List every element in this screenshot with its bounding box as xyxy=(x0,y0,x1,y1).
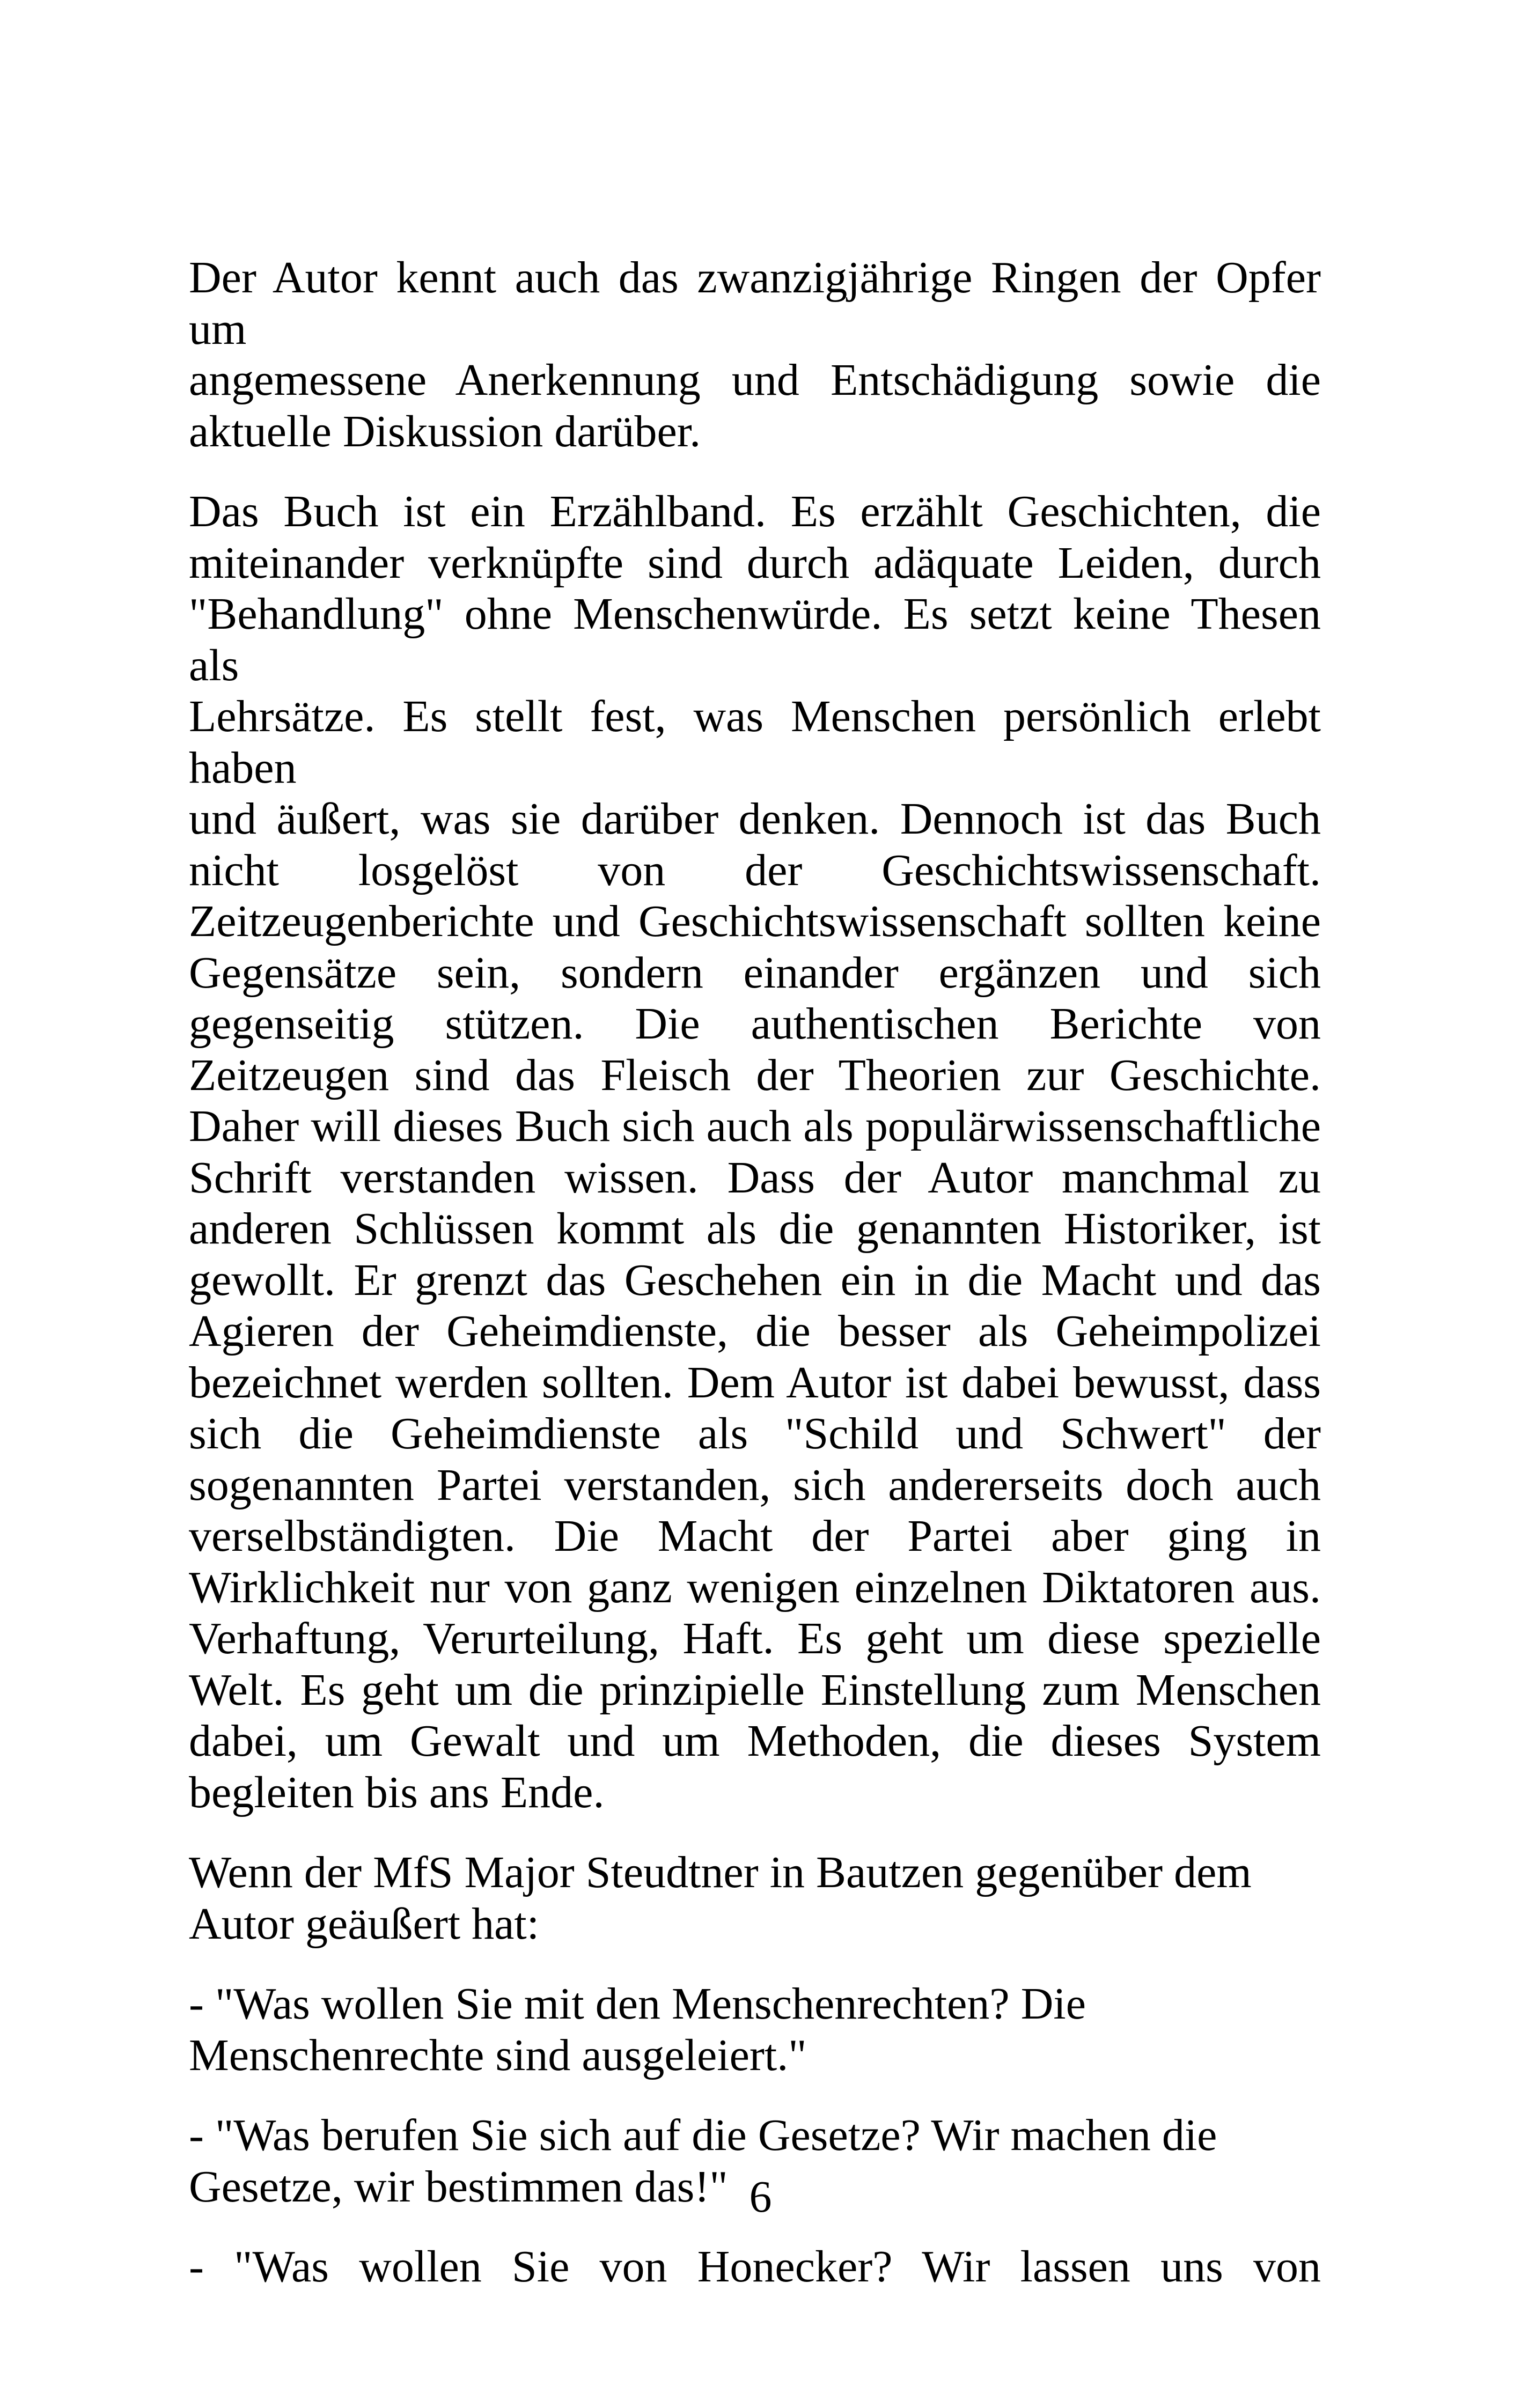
text-line: Zeitzeugenberichte und Geschichtswissenschaft sollten keine xyxy=(189,896,1321,946)
text-line: und äußert, was sie darüber denken. Dennoch ist das Buch xyxy=(189,794,1321,844)
text-line: Welt. Es geht um die prinzipielle Einstellung zum Menschen xyxy=(189,1665,1321,1715)
text-line: begleiten bis ans Ende. xyxy=(189,1767,605,1817)
text-line: Wenn der MfS Major Steudtner in Bautzen gegenüber dem xyxy=(189,1847,1252,1897)
paragraph-3 xyxy=(189,1847,1321,1949)
text-line: Verhaftung, Verurteilung, Haft. Es geht um diese spezielle xyxy=(189,1614,1321,1663)
text-line: - "Was berufen Sie sich auf die Gesetze? Wir machen die xyxy=(189,2110,1217,2160)
text-line: Gesetze, wir bestimmen das!" xyxy=(189,2161,728,2212)
page-number: 6 xyxy=(749,2172,772,2222)
page-body xyxy=(189,252,1321,2322)
text-line: - "Was wollen Sie von Honecker? Wir lassen uns von xyxy=(189,2242,1321,2292)
text-line: Das Buch ist ein Erzählband. Es erzählt Geschichten, die xyxy=(189,487,1321,536)
text-line: anderen Schlüssen kommt als die genannten Historiker, ist xyxy=(189,1204,1321,1254)
quote-paragraph-1 xyxy=(189,1978,1321,2081)
text-line: Der Autor kennt auch das zwanzigjährige Ringen der Opfer um xyxy=(189,253,1321,354)
text-line: aktuelle Diskussion darüber. xyxy=(189,406,701,456)
text-line: nicht losgelöst von der Geschichtswissenschaft. xyxy=(189,845,1321,895)
text-line: Daher will dieses Buch sich auch als populärwissenschaftliche xyxy=(189,1101,1321,1151)
text-line: Wirklichkeit nur von ganz wenigen einzelnen Diktatoren aus. xyxy=(189,1562,1321,1612)
quote-paragraph-3 xyxy=(189,2241,1321,2293)
text-line: verselbständigten. Die Macht der Partei aber ging in xyxy=(189,1511,1321,1561)
text-line: Autor geäußert hat: xyxy=(189,1898,540,1949)
text-line: "Behandlung" ohne Menschenwürde. Es setzt keine Thesen als xyxy=(189,589,1321,690)
text-line: bezeichnet werden sollten. Dem Autor ist dabei bewusst, dass xyxy=(189,1357,1321,1408)
paragraph-1 xyxy=(189,252,1321,457)
paragraph-2 xyxy=(189,486,1321,1818)
text-line: Gegensätze sein, sondern einander ergänzen und sich xyxy=(189,947,1321,998)
text-line: gewollt. Er grenzt das Geschehen ein in die Macht und das xyxy=(189,1255,1321,1305)
text-line: gegenseitig stützen. Die authentischen Berichte von xyxy=(189,999,1321,1049)
text-line: sich die Geheimdienste als "Schild und Schwert" der xyxy=(189,1409,1321,1459)
text-line: Agieren der Geheimdienste, die besser als Geheimpolizei xyxy=(189,1306,1321,1356)
text-line: angemessene Anerkennung und Entschädigung sowie die xyxy=(189,355,1321,405)
text-line: Schrift verstanden wissen. Dass der Autor manchmal zu xyxy=(189,1152,1321,1203)
text-line: Zeitzeugen sind das Fleisch der Theorien zur Geschichte. xyxy=(189,1050,1321,1100)
text-line: sogenannten Partei verstanden, sich andererseits doch auch xyxy=(189,1460,1321,1510)
text-line: miteinander verknüpfte sind durch adäquate Leiden, durch xyxy=(189,537,1321,588)
text-line: dabei, um Gewalt und um Methoden, die dieses System xyxy=(189,1716,1321,1766)
text-line: - "Was wollen Sie mit den Menschenrechten? Die xyxy=(189,1979,1086,2029)
text-line: Lehrsätze. Es stellt fest, was Menschen persönlich erlebt haben xyxy=(189,691,1321,793)
text-line: Menschenrechte sind ausgeleiert." xyxy=(189,2030,807,2080)
